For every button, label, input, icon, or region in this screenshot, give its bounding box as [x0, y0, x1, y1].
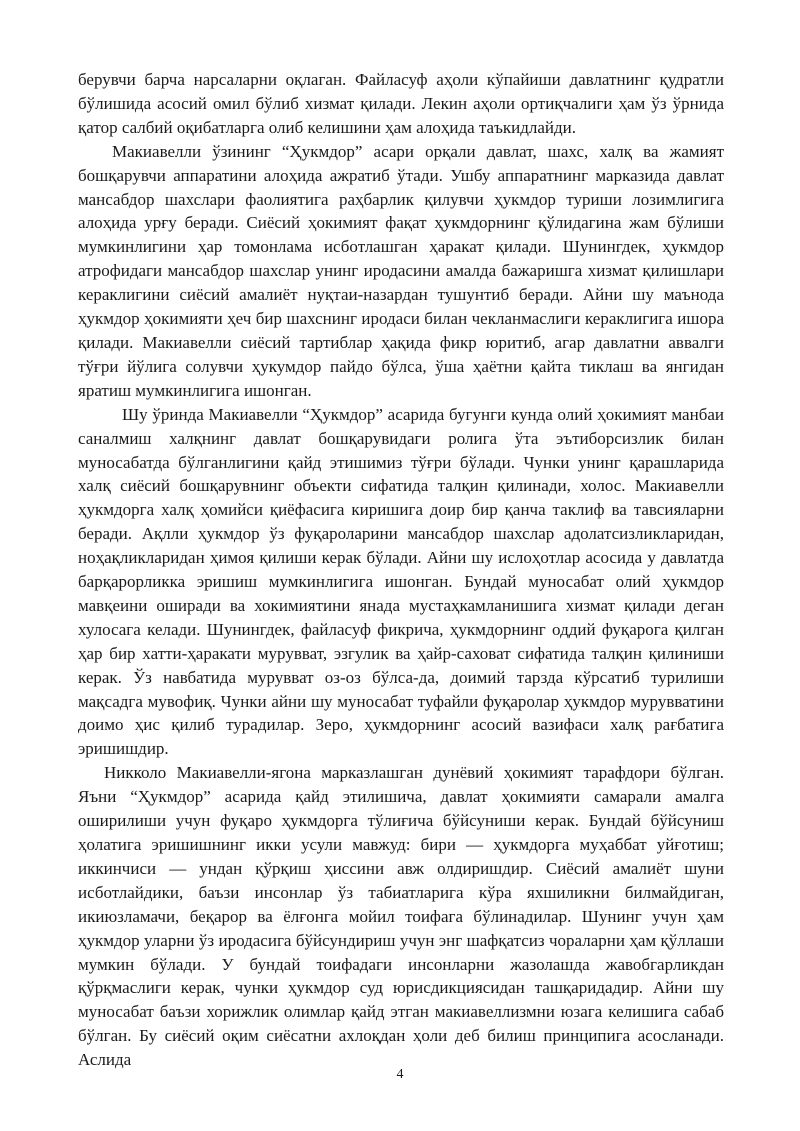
paragraph-2: Макиавелли ўзининг “Ҳукмдор” асари орқали давлат, шахс, халқ ва жамият бошқарувчи аппаратини алоҳида ажратиб ўтади. Ушбу аппаратнинг марказида давлат мансабдор шахслари фаолиятига раҳбарлик қилувчи ҳукмдор туриши лозимлигига алоҳида урғу беради. Сиёсий ҳокимият фақат ҳукмдорнинг қўлидагина жам бўлиши мумкинлигини ҳар томонлама исботлашган ҳаракат қилади. Шунингдек, ҳукмдор атрофидаги мансабдор шахслар унинг иродасини амалда бажаришга хизмат қилишлари кераклигини сиёсий амалиёт нуқтаи-назардан тушунтиб беради. Айни шу маънода ҳукмдор ҳокимияти ҳеч бир шахснинг иродаси билан чекланмаслиги кераклигига ишора қилади. Макиавелли сиёсий тартиблар ҳақида фикр юритиб, агар давлатни аввалги тўғри йўлига солувчи ҳукумдор пайдо бўлса, ўша ҳаётни қайта тиклаш ва янгидан яратиш мумкинлигига ишонган.: [78, 141, 724, 400]
paragraph-1: берувчи барча нарсаларни оқлаган. Файласуф аҳоли кўпайиши давлатнинг қудратли бўлишида асосий омил бўлиб хизмат қилади. Лекин аҳоли ортиқчалиги ҳам ўз ўрнида қатор салбий оқибатларга олиб келишини ҳам алоҳида таъкидлайди.: [78, 70, 724, 137]
document-page: [78, 68, 724, 1072]
paragraph-4: Никколо Макиавелли-ягона марказлашган дунёвий ҳокимият тарафдори бўлган. Яъни “Ҳукмдор” асарида қайд этилишича, давлат ҳокимияти самарали амалга оширилиши учун фуқаро ҳукмдорга тўлиғича бўйсуниши керак. Бундай бўйсуниш ҳолатига эришишнинг икки усули мавжуд: бири — ҳукмдорга муҳаббат уйғотиш; иккинчиси — ундан қўрқиш ҳиссини авж олдиришдир. Сиёсий амалиёт шуни исботлайдики, баъзи инсонлар ўз табиатларига кўра яхшиликни билмайдиган, икиюзламачи, беқарор ва ёлғонга мойил тоифага бўлинадилар. Шунинг учун ҳам ҳукмдор уларни ўз иродасига бўйсундириш учун энг шафқатсиз чораларни ҳам қўллаши мумкин бўлади. У бундай тоифадаги инсонларни жазолашда жавобгарликдан қўрқмаслиги керак, чунки ҳукмдор суд юрисдикциясидан ташқаридадир. Айни шу муносабат баъзи хорижлик олимлар қайд этган макиавеллизмни юзага келишига сабаб бўлган. Бу сиёсий оқим сиёсатни ахлоқдан ҳоли деб билиш принципига асосланади. Аслида: [78, 763, 724, 1070]
paragraph-3: Шу ўринда Макиавелли “Ҳукмдор” асарида бугунги кунда олий ҳокимият манбаи саналмиш халқнинг давлат бошқарувидаги ролига ўта эътиборсизлик билан муносабатда бўлганлигини қайд этишимиз тўғри бўлади. Чунки унинг қарашларида халқ сиёсий бошқарувнинг объекти сифатида талқин қилинади, холос. Макиавелли ҳукмдорга халқ ҳомийси қиёфасига киришига доир бир қанча таклиф ва тавсияларни беради. Ақлли ҳукмдор ўз фуқароларини мансабдор шахслар адолатсизликларидан, ноҳақликларидан ҳимоя қилиши керак бўлади. Айни шу ислоҳотлар асосида у давлатда барқарорликка эришиш мумкинлигига ишонган. Бундай муносабат олий ҳукмдор мавқеини оширади ва хокимиятини янада мустаҳкамланишига хизмат қилади деган хулосага келади. Шунингдек, файласуф фикрича, ҳукмдорнинг оддий фуқарога қилган ҳар бир хатти-ҳаракати мурувват, эзгулик ва ҳайр-саховат сифатида талқин қилиниши керак. Ўз навбатида мурувват оз-оз бўлса-да, доимий тарзда кўрсатиб турилиши мақсадга мувофиқ. Чунки айни шу муносабат туфайли фуқаролар ҳукмдор мурувватини доимо ҳис қилиб турадилар. Зеро, ҳукмдорнинг асосий вазифаси халқ рағбатига эришишдир.: [78, 404, 724, 759]
page-number: 4: [396, 1067, 404, 1082]
